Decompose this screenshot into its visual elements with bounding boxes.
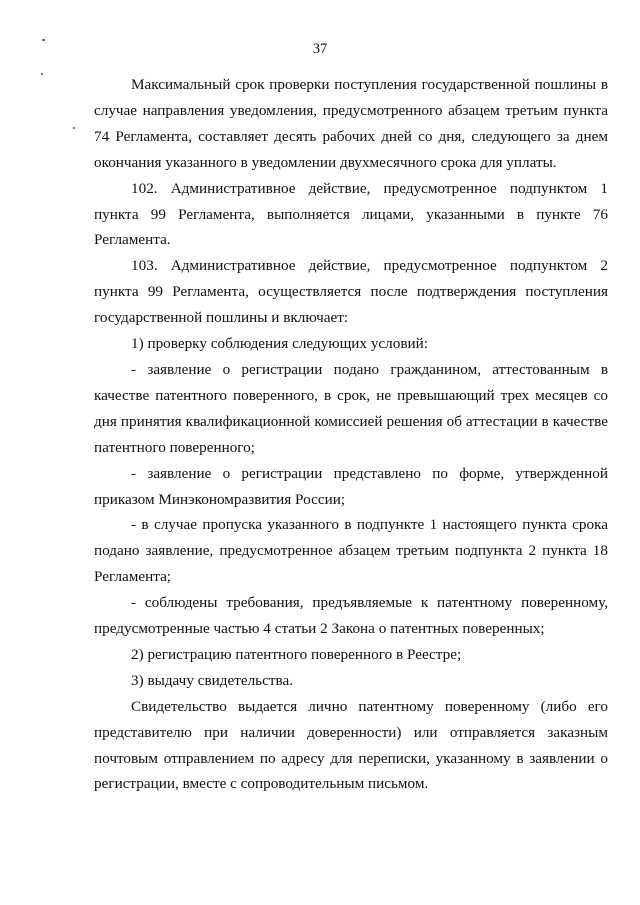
scan-artifact [73,127,75,129]
condition-item-1: - заявление о регистрации подано гражданином, аттестованным в качестве патентного поверенного, в срок, не превышающий трех месяцев со дня принятия квалификационной комиссией решения об аттестации в качестве патентного поверенного; [94,360,608,456]
page-number: 37 [312,41,328,57]
paragraph-certificate: Свидетельство выдается лично патентному поверенному (либо его представителю при наличии доверенности) или отправляется заказным почтовым отправлением по адресу для переписки, указанному в заявлении о регистрации, вместе с сопроводительным письмом. [94,697,608,793]
paragraph-102: 102. Административное действие, предусмотренное подпунктом 1 пункта 99 Регламента, выполняется лицами, указанными в пункте 76 Регламента. [94,179,608,249]
document-body [94,72,608,797]
paragraph-review-deadline: Максимальный срок проверки поступления государственной пошлины в случае направления уведомления, предусмотренного абзацем третьим пункта 74 Регламента, составляет десять рабочих дней со дня, следующего за днем окончания указанного в уведомлении двухмесячного срока для уплаты. [94,76,608,171]
list-item-3: 3) выдачу свидетельства. [131,671,293,689]
condition-item-2: - заявление о регистрации представлено по форме, утвержденной приказом Минэкономразвития России; [94,464,608,508]
list-item-2: 2) регистрацию патентного поверенного в Реестре; [131,645,462,663]
scan-artifact [41,73,43,75]
condition-item-3: - в случае пропуска указанного в подпункте 1 настоящего пункта срока подано заявление, предусмотренное абзацем третьим подпункта 2 пункта 18 Регламента; [94,516,608,586]
list-item-1: 1) проверку соблюдения следующих условий: [131,335,428,353]
paragraph-103: 103. Административное действие, предусмотренное подпунктом 2 пункта 99 Регламента, осуществляется после подтверждения поступления государственной пошлины и включает: [94,257,608,327]
condition-item-4: - соблюдены требования, предъявляемые к патентному поверенному, предусмотренные частью 4 статьи 2 Закона о патентных поверенных; [94,594,608,638]
